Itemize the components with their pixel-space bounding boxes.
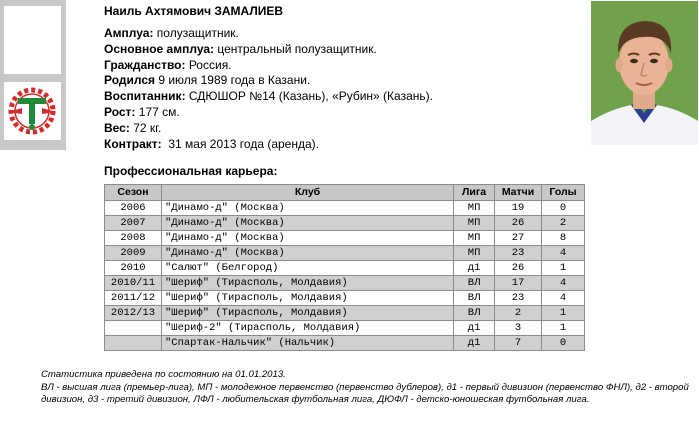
cell-matches: 17: [495, 276, 542, 291]
player-name: Наиль Ахтямович ЗАМАЛИЕВ: [104, 4, 284, 18]
cell-league: МП: [454, 216, 495, 231]
info-value: центральный полузащитник.: [214, 41, 377, 56]
career-row: [105, 291, 585, 306]
info-label: Контракт:: [104, 136, 162, 151]
cell-season: 2008: [105, 231, 162, 246]
header-season: Сезон: [105, 185, 162, 201]
cell-league: д1: [454, 336, 495, 351]
cell-goals: 0: [542, 201, 585, 216]
left-sidebar: [0, 0, 66, 150]
info-label: Воспитанник:: [104, 89, 186, 104]
info-label: Гражданство:: [104, 57, 186, 72]
cell-league: МП: [454, 201, 495, 216]
career-row: [105, 231, 585, 246]
footnote-legend: ВЛ - высшая лига (премьер-лига), МП - молодежное первенство (первенство дублеров), д1 - первый дивизион (первенство ФНЛ), д2 - второй дивизион, д3 - третий дивизион, ЛФЛ - любительская футбольная лига, ДЮФЛ - детско-юношеская футбольная лига.: [41, 381, 689, 405]
cell-matches: 23: [495, 246, 542, 261]
career-table: [104, 184, 585, 351]
cell-matches: 26: [495, 216, 542, 231]
cell-matches: 3: [495, 321, 542, 336]
cell-goals: 0: [542, 336, 585, 351]
cell-matches: 7: [495, 336, 542, 351]
cell-matches: 2: [495, 306, 542, 321]
footnote-stats-date: Статистика приведена по состоянию на 01.01.2013.: [41, 369, 286, 380]
sidebar-blank-panel: [4, 6, 61, 74]
cell-league: д1: [454, 321, 495, 336]
career-row: [105, 306, 585, 321]
career-row: [105, 201, 585, 216]
cell-season: 2012/13: [105, 306, 162, 321]
cell-club: "Шериф" (Тирасполь, Молдавия): [161, 291, 453, 306]
cell-season: 2009: [105, 246, 162, 261]
cell-season: 2011/12: [105, 291, 162, 306]
cell-club: "Динамо-д" (Москва): [161, 231, 453, 246]
cell-club: "Динамо-д" (Москва): [161, 201, 453, 216]
career-row: [105, 261, 585, 276]
info-label: Основное амплуа:: [104, 41, 214, 56]
career-title: Профессиональная карьера:: [104, 164, 278, 178]
info-label: Родился: [104, 73, 156, 88]
info-value: полузащитник.: [153, 26, 239, 40]
cell-matches: 27: [495, 231, 542, 246]
cell-goals: 4: [542, 276, 585, 291]
cell-goals: 8: [542, 231, 585, 246]
player-info: [104, 26, 433, 152]
info-youth: [104, 89, 433, 105]
cell-club: "Шериф-2" (Тирасполь, Молдавия): [161, 321, 453, 336]
info-value: 72 кг.: [129, 120, 162, 135]
career-row: [105, 246, 585, 261]
cell-league: ВЛ: [454, 276, 495, 291]
cell-season: 2007: [105, 216, 162, 231]
cell-club: "Шериф" (Тирасполь, Молдавия): [161, 276, 453, 291]
career-header-row: [105, 185, 585, 201]
cell-goals: 4: [542, 246, 585, 261]
info-label: Вес:: [104, 120, 130, 135]
info-label: Амплуа:: [104, 26, 154, 40]
cell-season: [105, 336, 162, 351]
info-main-position: [104, 42, 433, 58]
cell-club: "Динамо-д" (Москва): [161, 246, 453, 261]
cell-goals: 1: [542, 321, 585, 336]
info-citizenship: [104, 58, 433, 74]
cell-matches: 23: [495, 291, 542, 306]
header-goals: Голы: [542, 185, 585, 201]
info-contract: [104, 137, 433, 153]
cell-season: [105, 321, 162, 336]
header-league: Лига: [454, 185, 495, 201]
cell-season: 2010: [105, 261, 162, 276]
footnote: [41, 369, 691, 407]
career-row: [105, 276, 585, 291]
career-row: [105, 216, 585, 231]
cell-goals: 1: [542, 261, 585, 276]
cell-matches: 19: [495, 201, 542, 216]
info-position: [104, 26, 433, 42]
info-value: 9 июля 1989 года в Казани.: [155, 73, 311, 88]
career-row: [105, 321, 585, 336]
info-label: Рост:: [104, 104, 136, 119]
info-height: [104, 105, 433, 121]
cell-goals: 4: [542, 291, 585, 306]
cell-league: ВЛ: [454, 291, 495, 306]
cell-season: 2006: [105, 201, 162, 216]
info-value: 177 см.: [135, 104, 180, 119]
cell-league: ВЛ: [454, 306, 495, 321]
info-born: [104, 73, 433, 89]
cell-club: "Динамо-д" (Москва): [161, 216, 453, 231]
info-value: 31 мая 2013 года (аренда).: [161, 136, 319, 151]
info-value: СДЮШОР №14 (Казань), «Рубин» (Казань).: [185, 89, 433, 104]
career-body: [105, 201, 585, 351]
cell-league: МП: [454, 246, 495, 261]
header-matches: Матчи: [495, 185, 542, 201]
cell-matches: 26: [495, 261, 542, 276]
cell-goals: 1: [542, 306, 585, 321]
cell-club: "Шериф" (Тирасполь, Молдавия): [161, 306, 453, 321]
cell-season: 2010/11: [105, 276, 162, 291]
torpedo-logo-icon: [4, 82, 61, 140]
cell-goals: 2: [542, 216, 585, 231]
cell-club: "Салют" (Белгород): [161, 261, 453, 276]
info-weight: [104, 121, 433, 137]
header-club: Клуб: [161, 185, 453, 201]
cell-league: д1: [454, 261, 495, 276]
cell-club: "Спартак-Нальчик" (Нальчик): [161, 336, 453, 351]
info-value: Россия.: [185, 57, 232, 72]
player-photo: [591, 1, 698, 145]
cell-league: МП: [454, 231, 495, 246]
career-row: [105, 336, 585, 351]
